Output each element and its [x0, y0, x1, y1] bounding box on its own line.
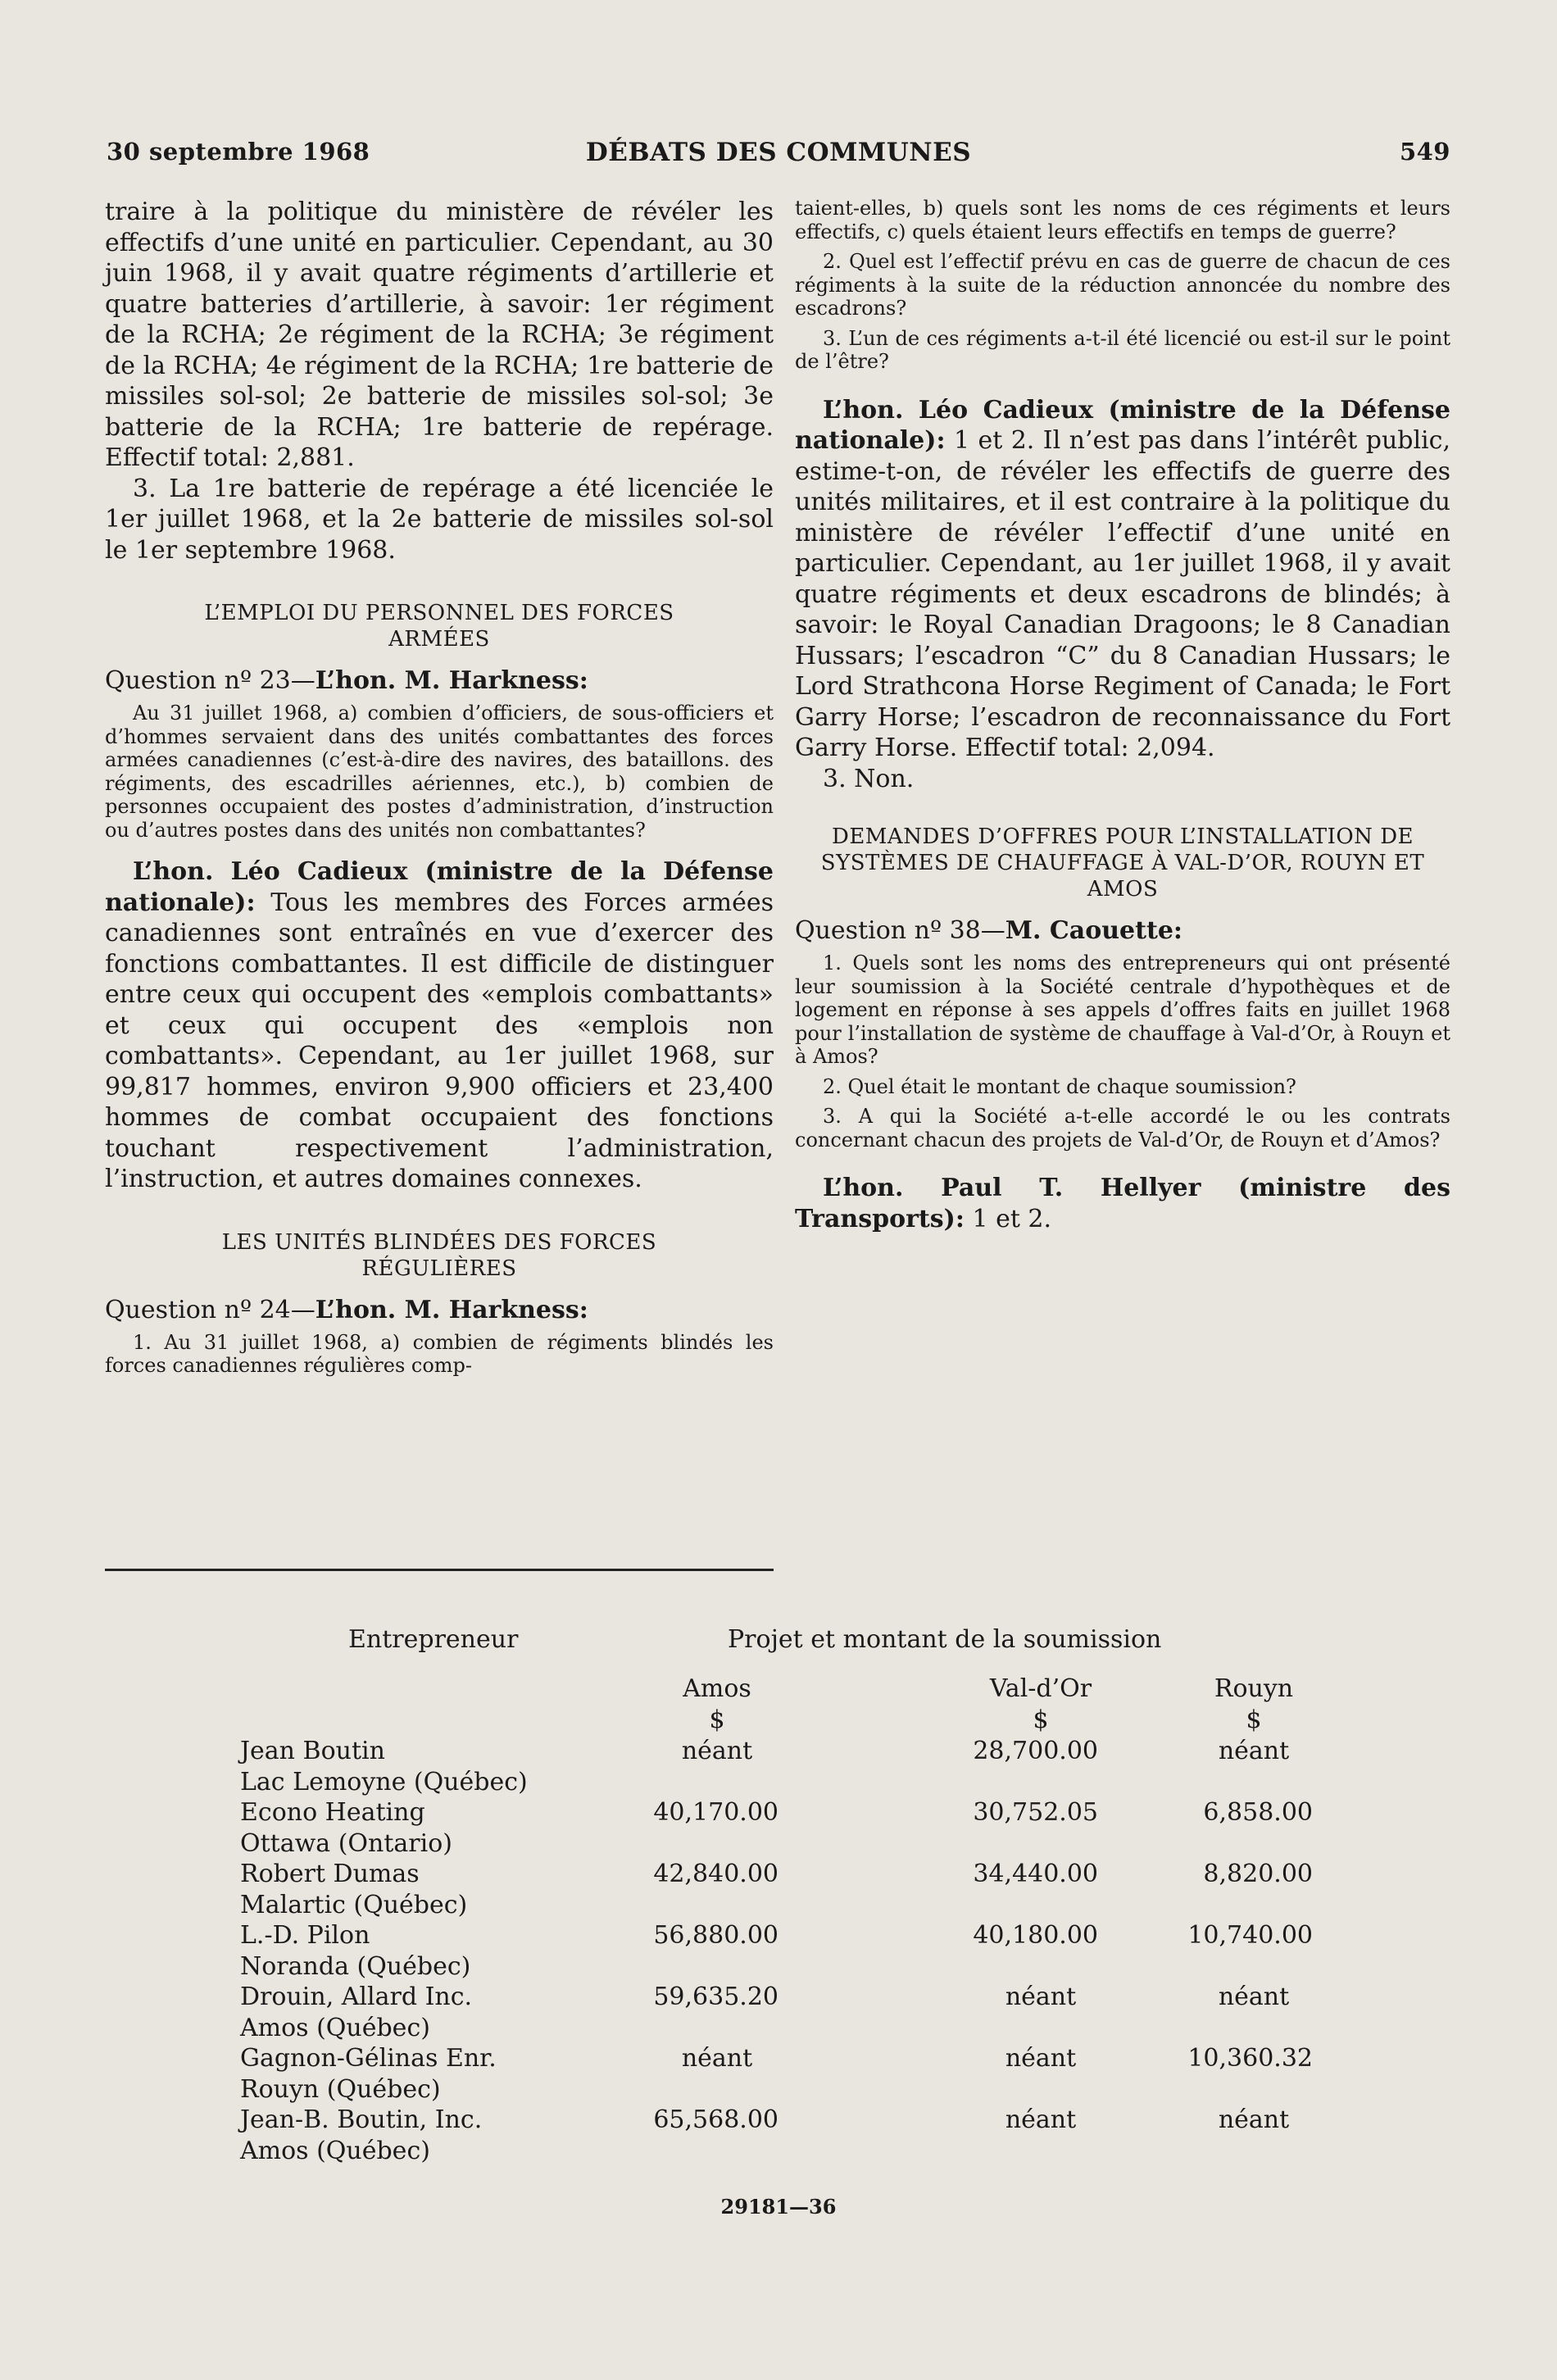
- table-cell-entrepreneur: L.-D. Pilon: [240, 1921, 370, 1950]
- question-text: 2. Quel était le montant de chaque soumission?: [823, 1074, 1296, 1098]
- paragraph: 3. La 1re batterie de repérage a été licenciée le 1er juillet 1968, et la 2e batterie de missiles sol-sol le 1er septembre 1968.: [105, 474, 774, 565]
- table-cell-entrepreneur: Jean Boutin: [240, 1737, 385, 1765]
- table-cell-place: Amos (Québec): [240, 2136, 430, 2165]
- table-cell-valdor: néant: [1005, 1983, 1077, 2011]
- question-line: [105, 665, 774, 697]
- table-cell-entrepreneur: Gagnon-Gélinas Enr.: [240, 2044, 497, 2073]
- page-number: 549: [1399, 138, 1450, 166]
- table-cell-entrepreneur: Econo Heating: [240, 1798, 425, 1827]
- table-cell-rouyn: néant: [1218, 2105, 1290, 2134]
- question-text: 1. Au 31 juillet 1968, a) combien de régiments blindés les forces canadiennes régulières comp-: [105, 1330, 774, 1377]
- table-cell-amos: 65,568.00: [653, 2105, 778, 2134]
- question-text: 3. L’un de ces régiments a-t-il été licencié ou est-il sur le point de l’être?: [795, 326, 1450, 373]
- currency-valdor: $: [1033, 1706, 1049, 1734]
- table-cell-rouyn: 10,360.32: [1187, 2044, 1313, 2073]
- question-text: 1. Quels sont les noms des entrepreneurs qui ont présenté leur soumission à la Société centrale d’hypothèques et de logement en réponse à ses appels d’offres faits en juillet 1968 pour l’installation de système de chauffage à Val-d’Or, à Rouyn et à Amos?: [795, 952, 1450, 1068]
- question-number: Question nº 23—: [105, 666, 315, 695]
- answer-paragraph: 3. Non.: [823, 764, 915, 793]
- table-cell-valdor: 30,752.05: [973, 1798, 1098, 1827]
- question-text: taient-elles, b) quels sont les noms de ces régiments et leurs effectifs, c) quels étaient leurs effectifs en temps de guerre?: [795, 197, 1450, 243]
- questioner: L’hon. M. Harkness:: [315, 1295, 588, 1324]
- section-heading: LES UNITÉS BLINDÉES DES FORCES RÉGULIÈRES: [221, 1229, 657, 1281]
- answer-speaker: L’hon. Léo Cadieux (ministre de la Défense nationale):: [105, 857, 774, 917]
- column-rule: [105, 1569, 774, 1571]
- table-header-entrepreneur: Entrepreneur: [348, 1625, 519, 1654]
- table-cell-rouyn: néant: [1218, 1983, 1290, 2011]
- table-cell-amos: néant: [681, 2044, 753, 2073]
- question-text: 2. Quel est l’effectif prévu en cas de guerre de chacun de ces régiments à la suite de la réduction annoncée du nombre des escadrons?: [795, 250, 1450, 320]
- answer-paragraph: [795, 395, 1450, 764]
- table-header-group: Projet et montant de la soumission: [728, 1625, 1162, 1654]
- table-cell-place: Lac Lemoyne (Québec): [240, 1767, 528, 1796]
- table-cell-amos: 56,880.00: [653, 1921, 778, 1950]
- question-number: Question nº 24—: [105, 1295, 315, 1324]
- table-cell-rouyn: néant: [1218, 1737, 1290, 1765]
- answer-paragraph: [105, 856, 774, 1195]
- table-cell-amos: 42,840.00: [653, 1860, 778, 1888]
- right-column: [795, 197, 1450, 1234]
- left-column: [105, 197, 774, 1378]
- question-text: Au 31 juillet 1968, a) combien d’officiers, de sous-officiers et d’hommes servaient dans des unités combattantes des forces armées canadiennes (c’est-à-dire des navires, des bataillons. des régiments, des escadrilles aériennes, etc.), b) combien de personnes occupaient des postes d’administration, d’instruction ou d’autres postes dans des unités non combattantes?: [105, 702, 774, 842]
- table-cell-valdor: néant: [1005, 2044, 1077, 2073]
- table-cell-rouyn: 8,820.00: [1203, 1860, 1313, 1888]
- table-cell-rouyn: 10,740.00: [1187, 1921, 1313, 1950]
- paragraph: traire à la politique du ministère de révéler les effectifs d’une unité en particulier. Cependant, au 30 juin 1968, il y avait quatre régiments d’artillerie et quatre batteries d’artillerie, à savoir: 1er régiment de la RCHA; 2e régiment de la RCHA; 3e régiment de la RCHA; 4e régiment de la RCHA; 1re batterie de missiles sol-sol; 2e batterie de missiles sol-sol; 3e batterie de la RCHA; 1re batterie de repérage. Effectif total: 2,881.: [105, 198, 774, 472]
- section-heading: L’EMPLOI DU PERSONNEL DES FORCES ARMÉES: [204, 601, 674, 652]
- table-cell-place: Amos (Québec): [240, 2013, 430, 2042]
- table-cell-amos: 40,170.00: [653, 1798, 778, 1827]
- question-text: 3. A qui la Société a-t-elle accordé le ou les contrats concernant chacun des projets de Val-d’Or, de Rouyn et d’Amos?: [795, 1105, 1450, 1151]
- section-heading: DEMANDES D’OFFRES POUR L’INSTALLATION DE SYSTÈMES DE CHAUFFAGE À VAL-D’OR, ROUYN ET AMOS: [820, 824, 1425, 902]
- table-header-amos: Amos: [683, 1674, 751, 1703]
- answer-speaker: L’hon. Paul T. Hellyer (ministre des Transports):: [795, 1174, 1450, 1233]
- table-cell-place: Noranda (Québec): [240, 1951, 471, 1981]
- currency-rouyn: $: [1246, 1706, 1262, 1734]
- table-header-valdor: Val-d’Or: [989, 1674, 1092, 1703]
- running-head-title: DÉBATS DES COMMUNES: [585, 138, 972, 167]
- questioner: M. Caouette:: [1005, 916, 1183, 945]
- question-line: [795, 915, 1450, 947]
- answer-speaker: L’hon. Léo Cadieux (ministre de la Défense nationale):: [795, 395, 1450, 455]
- table-cell-entrepreneur: Robert Dumas: [240, 1860, 420, 1888]
- question-line: [105, 1295, 774, 1326]
- table-cell-valdor: néant: [1005, 2105, 1077, 2134]
- table-cell-amos: 59,635.20: [653, 1983, 778, 2011]
- running-head-date: 30 septembre 1968: [107, 138, 370, 166]
- footer-code: 29181—36: [720, 2195, 837, 2219]
- questioner: L’hon. M. Harkness:: [315, 666, 588, 695]
- table-cell-valdor: 28,700.00: [973, 1737, 1098, 1765]
- table-cell-valdor: 40,180.00: [973, 1921, 1098, 1950]
- table-cell-entrepreneur: Drouin, Allard Inc.: [240, 1983, 473, 2011]
- answer-text: 1 et 2. Il n’est pas dans l’intérêt public, estime-t-on, de révéler les effectifs de guerre des unités militaires, et il est contraire à la politique du ministère de révéler l’effectif d’une unité en particulier. Cependant, au 1er juillet 1968, il y avait quatre régiments et deux escadrons de blindés; à savoir: le Royal Canadian Dragoons; le 8 Canadian Hussars; l’escadron “C” du 8 Canadian Hussars; le Lord Strathcona Horse Regiment of Canada; le Fort Garry Horse; l’escadron de reconnaissance du Fort Garry Horse. Effectif total: 2,094.: [795, 426, 1450, 762]
- table-cell-place: Malartic (Québec): [240, 1890, 468, 1919]
- table-header-rouyn: Rouyn: [1214, 1674, 1294, 1703]
- table-cell-amos: néant: [681, 1737, 753, 1765]
- question-number: Question nº 38—: [795, 916, 1005, 945]
- answer-paragraph: [795, 1173, 1450, 1234]
- table-cell-place: Ottawa (Ontario): [240, 1828, 452, 1858]
- table-cell-entrepreneur: Jean-B. Boutin, Inc.: [240, 2105, 483, 2134]
- table-cell-valdor: 34,440.00: [973, 1860, 1098, 1888]
- answer-text: 1 et 2.: [972, 1204, 1052, 1233]
- currency-amos: $: [709, 1706, 725, 1734]
- table-cell-rouyn: 6,858.00: [1203, 1798, 1313, 1827]
- table-cell-place: Rouyn (Québec): [240, 2074, 441, 2104]
- answer-text: Tous les membres des Forces armées canadiennes sont entraînés en vue d’exercer des fonctions combattantes. Il est difficile de distinguer entre ceux qui occupent des «emplois combattants» et ceux qui occupent des «emplois non combattants». Cependant, au 1er juillet 1968, sur 99,817 hommes, environ 9,900 officiers et 23,400 hommes de combat occupaient des fonctions touchant respectivement l’administration, l’instruction, et autres domaines connexes.: [105, 888, 774, 1193]
